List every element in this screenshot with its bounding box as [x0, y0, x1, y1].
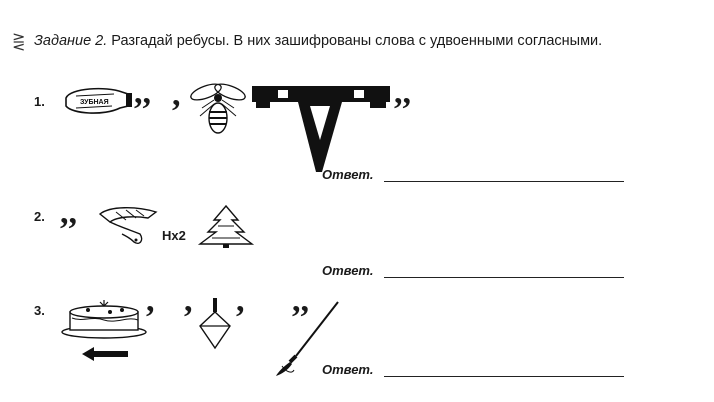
answer-label: Ответ.: [322, 167, 374, 182]
answer-label: Ответ.: [322, 263, 374, 278]
cake-icon: [58, 298, 150, 340]
flying-bird-icon: [96, 204, 162, 248]
formula-label: Нх2: [162, 228, 186, 243]
wasp-icon: [186, 78, 250, 136]
rebus-1-number: 1.: [34, 94, 45, 109]
apostrophe-mark: ,: [184, 282, 193, 319]
fir-tree-icon: [196, 204, 256, 248]
answer-label: Ответ.: [322, 362, 374, 377]
toothpaste-tube-icon: [60, 84, 134, 120]
left-arrow-icon: [80, 346, 130, 362]
apostrophe-mark: ,: [146, 282, 155, 319]
eiffel-tower-icon: [250, 80, 392, 176]
answer-line[interactable]: [384, 277, 624, 278]
apostrophe-mark: ,,: [394, 74, 411, 111]
spinning-top-icon: [196, 296, 234, 352]
svg-text:ЗУБНАЯ: ЗУБНАЯ: [80, 99, 109, 106]
task-heading: [34, 33, 674, 50]
apostrophe-mark: ,,: [134, 74, 151, 111]
apostrophe-mark: ,: [172, 76, 181, 113]
apostrophe-mark: ,,: [292, 282, 309, 319]
answer-line[interactable]: [384, 181, 624, 182]
task-instruction: Разгадай ребусы. В них зашифрованы слова с удвоенными согласными.: [107, 33, 603, 49]
answer-line[interactable]: [384, 376, 624, 377]
rebus-3-number: 3.: [34, 303, 45, 318]
task-label: Задание 2.: [34, 33, 108, 49]
margin-mark: ⋛: [12, 34, 26, 51]
apostrophe-mark: ,,: [60, 194, 77, 231]
apostrophe-mark: ,: [236, 282, 245, 319]
rebus-2-number: 2.: [34, 209, 45, 224]
